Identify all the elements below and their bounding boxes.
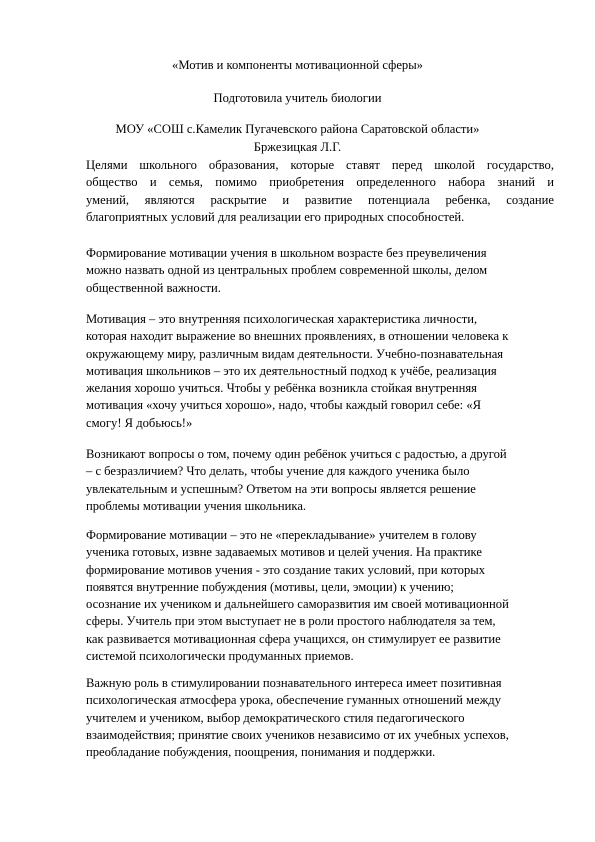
paragraph-line: общество и семья, помимо приобретения определенного набора знаний и xyxy=(86,175,554,190)
paragraph-5 xyxy=(86,527,554,665)
paragraph-line: – с безразличием? Что делать, чтобы учение для каждого ученика было xyxy=(86,464,470,479)
paragraph-line: Важную роль в стимулировании познавательного интереса имеет позитивная xyxy=(86,676,502,690)
paragraph-line: преобладание побуждения, поощрения, понимания и поддержки. xyxy=(86,745,436,760)
paragraph-line: Формирование мотивации – это не «перекладывание» учителем в голову xyxy=(86,528,477,542)
author-role: Подготовила учитель биологии xyxy=(213,91,382,105)
paragraph-2 xyxy=(86,245,554,297)
paragraph-line: взаимодействия; принятие своих учеников независимо от их учебных успехов, xyxy=(86,727,509,742)
paragraph-line: появятся внутренние побуждения (мотивы, цели, эмоции) к учению; xyxy=(86,579,454,594)
paragraph-line: Целями школьного образования, которые ставят перед школой государство, xyxy=(86,158,554,172)
paragraph-line: умений, являются раскрытие и развитие потенциала ребенка, создание xyxy=(86,192,554,207)
paragraph-line: можно назвать одной из центральных проблем современной школы, делом xyxy=(86,263,488,278)
paragraph-line: формирование мотивов учения - это создание таких условий, при которых xyxy=(86,562,486,577)
document-title: «Мотив и компоненты мотивационной сферы» xyxy=(172,58,423,72)
paragraph-line: психологическая атмосфера урока, обеспечение гуманных отношений между xyxy=(86,693,502,708)
paragraph-6 xyxy=(86,675,554,761)
paragraph-line: мотивация «хочу учиться хорошо», надо, чтобы каждый говорил себе: «Я xyxy=(86,398,482,413)
paragraph-line: мотивация школьников – это их деятельностный подход к учёбе, реализация xyxy=(86,363,497,378)
paragraph-line: желания хорошо учиться. Чтобы у ребёнка возникла стойкая внутренняя xyxy=(86,381,477,396)
paragraph-line: Возникают вопросы о том, почему один ребёнок учиться с радостью, а другой xyxy=(86,447,507,461)
paragraph-line: как развивается мотивационная сфера учащихся, он стимулирует ее развитие xyxy=(86,631,501,646)
paragraph-line: увлекательным и успешным? Ответом на эти вопросы является решение xyxy=(86,481,476,496)
paragraph-line: учителем и учеником, выбор демократического стиля педагогического xyxy=(86,710,465,725)
paragraph-line: которая находит выражение во внешних проявлениях, в отношении человека к xyxy=(86,329,509,344)
paragraph-line: окружающему миру, различным видам деятельности. Учебно-познавательная xyxy=(86,346,504,361)
paragraph-line: благоприятных условий для реализации его природных способностей. xyxy=(86,209,465,224)
paragraph-line: смогу! Я добьюсь!» xyxy=(86,415,193,430)
paragraph-line: Мотивация – это внутренняя психологическая характеристика личности, xyxy=(86,312,478,326)
paragraph-4 xyxy=(86,446,554,515)
paragraph-line: осознание их учеником и дальнейшего саморазвития им своей мотивационной xyxy=(86,597,509,612)
paragraph-line: системой психологически продуманных приемов. xyxy=(86,649,354,664)
author-name: Бржезицкая Л.Г. xyxy=(253,140,342,154)
paragraph-3 xyxy=(86,311,554,432)
paragraph-line: сферы. Учитель при этом выступает не в роли простого наблюдателя за тем, xyxy=(86,614,496,629)
school-name: МОУ «СОШ с.Камелик Пугачевского района Саратовской области» xyxy=(115,122,480,136)
paragraph-line: ученика готовых, извне задаваемых мотивов и целей учения. На практике xyxy=(86,545,482,560)
paragraph-line: проблемы мотивации учения школьника. xyxy=(86,498,307,513)
paragraph-1 xyxy=(86,157,554,226)
paragraph-line: Формирование мотивации учения в школьном возрасте без преувеличения xyxy=(86,246,487,260)
paragraph-line: общественной важности. xyxy=(86,280,221,295)
